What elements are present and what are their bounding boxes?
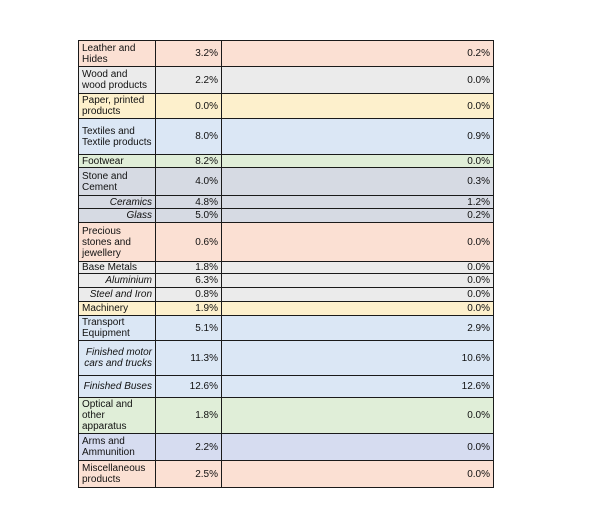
value-column-2: 0.0% xyxy=(222,67,494,94)
value-column-2: 0.2% xyxy=(222,41,494,67)
value-column-1: 1.8% xyxy=(156,398,222,434)
table-row xyxy=(79,223,494,262)
value-column-1: 2.2% xyxy=(156,67,222,94)
value-column-1: 8.2% xyxy=(156,155,222,168)
table-row xyxy=(79,461,494,488)
product-category: Textiles and Textile products xyxy=(79,119,156,155)
value-column-1: 1.8% xyxy=(156,262,222,274)
table-row xyxy=(79,434,494,461)
product-category: Precious stones and jewellery xyxy=(79,223,156,262)
product-category: Finished Buses xyxy=(79,376,156,398)
table-row xyxy=(79,262,494,274)
product-category: Transport Equipment xyxy=(79,316,156,341)
value-column-2: 2.9% xyxy=(222,316,494,341)
value-column-1: 5.1% xyxy=(156,316,222,341)
value-column-1: 3.2% xyxy=(156,41,222,67)
table-row xyxy=(79,274,494,288)
value-column-1: 1.9% xyxy=(156,302,222,316)
value-column-2: 0.0% xyxy=(222,398,494,434)
value-column-2: 0.0% xyxy=(222,94,494,119)
product-category: Arms and Ammunition xyxy=(79,434,156,461)
value-column-2: 0.0% xyxy=(222,434,494,461)
value-column-2: 0.0% xyxy=(222,274,494,288)
product-category: Paper, printed products xyxy=(79,94,156,119)
table-row xyxy=(79,288,494,302)
product-category: Leather and Hides xyxy=(79,41,156,67)
product-category: Aluminium xyxy=(79,274,156,288)
table-row xyxy=(79,119,494,155)
product-category: Finished motor cars and trucks xyxy=(79,341,156,376)
product-category: Stone and Cement xyxy=(79,168,156,196)
product-category: Optical and other apparatus xyxy=(79,398,156,434)
value-column-2: 0.0% xyxy=(222,302,494,316)
product-category: Ceramics xyxy=(79,196,156,209)
value-column-1: 8.0% xyxy=(156,119,222,155)
product-category: Steel and Iron xyxy=(79,288,156,302)
table-row xyxy=(79,94,494,119)
value-column-2: 12.6% xyxy=(222,376,494,398)
value-column-1: 2.5% xyxy=(156,461,222,488)
value-column-2: 0.9% xyxy=(222,119,494,155)
table-row xyxy=(79,41,494,67)
value-column-2: 0.2% xyxy=(222,209,494,223)
table-row xyxy=(79,316,494,341)
value-column-1: 11.3% xyxy=(156,341,222,376)
product-category: Miscellaneous products xyxy=(79,461,156,488)
table-row xyxy=(79,341,494,376)
table-row xyxy=(79,67,494,94)
product-category: Machinery xyxy=(79,302,156,316)
table-row xyxy=(79,398,494,434)
tariff-table xyxy=(78,40,494,488)
table-body xyxy=(79,41,494,488)
table-row xyxy=(79,376,494,398)
product-category: Glass xyxy=(79,209,156,223)
product-category: Base Metals xyxy=(79,262,156,274)
value-column-1: 12.6% xyxy=(156,376,222,398)
value-column-2: 0.0% xyxy=(222,262,494,274)
value-column-1: 4.8% xyxy=(156,196,222,209)
value-column-1: 2.2% xyxy=(156,434,222,461)
product-category: Wood and wood products xyxy=(79,67,156,94)
value-column-1: 0.0% xyxy=(156,94,222,119)
value-column-2: 0.0% xyxy=(222,155,494,168)
product-category: Footwear xyxy=(79,155,156,168)
table-row xyxy=(79,196,494,209)
value-column-1: 4.0% xyxy=(156,168,222,196)
value-column-2: 0.3% xyxy=(222,168,494,196)
value-column-1: 5.0% xyxy=(156,209,222,223)
value-column-2: 10.6% xyxy=(222,341,494,376)
value-column-2: 0.0% xyxy=(222,461,494,488)
table-row xyxy=(79,302,494,316)
value-column-2: 1.2% xyxy=(222,196,494,209)
value-column-2: 0.0% xyxy=(222,223,494,262)
table-row xyxy=(79,168,494,196)
value-column-1: 6.3% xyxy=(156,274,222,288)
table-row xyxy=(79,155,494,168)
value-column-1: 0.8% xyxy=(156,288,222,302)
value-column-1: 0.6% xyxy=(156,223,222,262)
table-row xyxy=(79,209,494,223)
value-column-2: 0.0% xyxy=(222,288,494,302)
